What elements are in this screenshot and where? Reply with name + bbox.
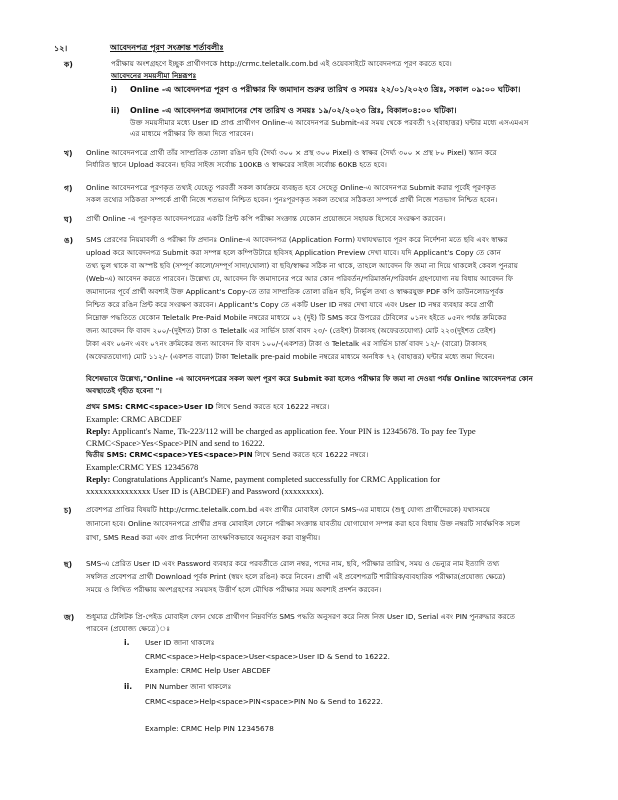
reply-text: Applicant's Name, Tk-223/112 will be charged as application fee. Your PIN is 12345678. To pay fee Type <box>112 426 476 436</box>
sms-rules-line: (অফেরতযোগ্য) মোট ১১২/- (একশত বারো) টাকা Teletalk pre-paid mobile নম্বরের মাধ্যমে অনধিক ৭২ (বাহাত্তর) ঘন্টার মধ্যে জমা দিবেন। <box>86 352 495 361</box>
second-sms-reply-cont: xxxxxxxxxxxxxxx User ID is (ABCDEF) and Password (xxxxxxxx). <box>86 486 324 496</box>
timeline-title: আবেদনের সময়সীমা নিম্নরূপঃ <box>111 71 197 80</box>
timeline-note-2: এর মাধ্যমে পরীক্ষার ফি জমা দিতে পারবেন। <box>130 129 254 138</box>
sms-rules-line: SMS প্রেরণের নিয়মাবলী ও পরীক্ষা ফি প্রদানঃ Online-এ আবেদনপত্র (Application Form) যথাযথভাবে পূরণ করে নির্দেশনা মতে ছবি এবং স্বাক্ষর <box>86 235 508 244</box>
reply-text: Congratulations Applicant's Name, payment completed successfully for CRMC Application for <box>112 474 441 484</box>
item-label-uma: ঙ) <box>64 236 74 245</box>
first-sms-instruction <box>86 402 329 411</box>
reply-label: Reply: <box>86 426 111 436</box>
sms-rules-line: জমাদানের পূর্বে প্রার্থী অবশ্যই উক্ত Applicant's Copy-তে তার সাম্প্রতিক তোলা রঙিন ছবি, নির্ভুল তথ্য ও স্বাক্ষরযুক্ত PDF কপি ডাউনলোডপূর্বক <box>86 287 504 296</box>
first-sms-reply <box>86 426 476 436</box>
item-label-ka: ক) <box>64 60 73 69</box>
first-sms-command: CRMC<space>User ID <box>125 402 214 411</box>
recovery-label-i: i. <box>124 638 130 647</box>
recovery-pin-heading: PIN Number জানা থাকলেঃ <box>145 682 232 691</box>
item-ja-line: শুধুমাত্র টেলিটক প্রি-পেইড মোবাইল ফোন থেকে প্রার্থীগণ নিম্নবর্ণিত SMS পদ্ধতি অনুসরণ করে নিজ নিজ User ID, Serial এবং PIN পুনরুদ্ধার করতে <box>86 612 516 621</box>
item-chha-line: সময়ে ও লিখিত পরীক্ষায় অংশগ্রহণের সময়সহ উত্তীর্ণ হলে মৌখিক পরীক্ষার সময় অবশ্যই প্রদর্শন করবেন। <box>86 585 382 594</box>
recovery-user-id-heading: User ID জানা থাকলেঃ <box>145 638 215 647</box>
sms-rules-line: টাকা এবং ০৬নং এবং ০৭নং ক্রমিকের জন্য আবেদন ফি বাবদ ১০০/-(একশত) টাকা ও Teletalk এর সার্ভিস চার্জ বাবদ ১২/- (বারো) টাকাসহ <box>86 339 487 348</box>
section-number: ১২। <box>54 44 68 53</box>
item-ga-line: সকল তথ্যের সঠিকতা সম্পর্কে প্রার্থী নিজে শতভাগ নিশ্চিত হবেন। পুনঃপূরণকৃত সকল তথ্যের সঠিকতা সম্পর্কে প্রার্থী নিজে শতভাগ নিশ্চিত হবেন। <box>86 195 498 204</box>
item-ka-intro: পরীক্ষায় অংশগ্রহণে ইচ্ছুক প্রার্থীগণকে http://crmc.teletalk.com.bd এই ওয়েবসাইটে আবেদনপত্র পূরণ করতে হবে। <box>111 59 452 68</box>
item-label-ga: গ) <box>64 184 73 193</box>
first-sms-reply-cont: CRMC<Space>Yes<Space>PIN and send to 16222. <box>86 438 265 448</box>
recovery-pin-command: CRMC<space>Help<space>PIN<space>PIN No & Send to 16222. <box>145 697 383 706</box>
item-ja-line: পারবেন (প্রযোজ্য ক্ষেত্রে)ঃ <box>86 624 171 633</box>
first-sms-suffix: লিখে Send করতে হবে 16222 নম্বরে। <box>215 402 330 411</box>
sms-rules-line: (Web-এ) আবেদন করতে পারবেন। উল্লেখ্য যে, আবেদন ফি জমাদানের পরে আর কোন পরিবর্তন/পরিমার্জন/পরিবর্ধন গ্রহণযোগ্য নয় বিধায় আবেদন ফি <box>86 274 514 283</box>
sms-rules-line: নিশ্চিত করে রঙিন প্রিন্ট করে সংরক্ষণ করবেন। Applicant's Copy তে একটি User ID নম্বর দেখা যাবে এবং User ID নম্বর ব্যবহার করে প্রার্থী <box>86 300 494 309</box>
recovery-pin-example: Example: CRMC Help PIN 12345678 <box>145 724 274 733</box>
item-gha-text: প্রার্থী Online -এ পূরণকৃত আবেদনপত্রের একটি প্রিন্ট কপি পরীক্ষা সংক্রান্ত যেকোন প্রয়োজনে সহায়ক হিসেবে সংরক্ষণ করবেন। <box>86 214 446 223</box>
item-label-kha: খ) <box>64 149 73 158</box>
item-kha-line: Online আবেদনপত্রে প্রার্থী তাঁর সাম্প্রতিক তোলা রঙিন ছবি (দৈর্ঘ্য ৩০০ × প্রস্থ ৩০০ Pixel) ও স্বাক্ষর (দৈর্ঘ্য ৩০০ × প্রস্থ ৮০ Pixel) স্ক্যান করে <box>86 148 497 157</box>
sms-rules-line: জন্য আবেদন ফি বাবদ ২০০/-(দুইশত) টাকা ও Teletalk এর সার্ভিস চার্জ বাবদ ২৩/- (তেইশ) টাকাসহ (অফেরতযোগ্য) মোট ২২৩(দুইশত তেইশ) <box>86 326 496 335</box>
item-chha-line: সম্বলিত প্রবেশপত্র প্রার্থী Download পূর্বক Print (স্বয়ং হলে রঙিন) করে নিবেন। প্রার্থী এই প্রবেশপত্রটি শারীরিক/ব্যবহারিক পরীক্ষার(প্রযোজ্য ক্ষেত্রে) <box>86 572 506 581</box>
timeline-note-1: উক্ত সময়সীমার মধ্যে User ID প্রাপ্ত প্রার্থীগণ Online-এ আবেদনপত্র Submit-এর সময় থেকে পরবর্তী ৭২(বাহাত্তর) ঘন্টার মধ্যে এসএমএস <box>130 118 529 127</box>
sms-rules-line: নিম্নোক্ত পদ্ধতিতে যেকোন Teletalk Pre-Paid Mobile নম্বরের মাধ্যমে ০২ (দুই) টি SMS করে উপরের টেবিলের ০১নং হইতে ০৫নং পর্যন্ত ক্রমিকের <box>86 313 507 322</box>
timeline-label-i: i) <box>111 85 118 94</box>
recovery-label-ii: ii. <box>124 682 133 691</box>
item-ga-line: Online আবেদনপত্রে পূরণকৃত তথ্যই যেহেতু পরবর্তী সকল কার্যক্রমে ব্যবহৃত হবে সেহেতু Online-এ আবেদনপত্র Submit করার পূর্বেই পূরণকৃত <box>86 183 496 192</box>
special-notice-line: অবস্থাতেই গৃহীত হবেনা "। <box>86 386 162 395</box>
second-sms-instruction <box>86 450 368 459</box>
timeline-label-ii: ii) <box>111 106 120 115</box>
item-label-gha: ঘ) <box>64 215 73 224</box>
item-cha-line: রাখা, SMS Read করা এবং প্রাপ্ত নির্দেশনা তাৎক্ষণিকভাবে অনুসরণ করা বাঞ্ছনীয়। <box>86 533 321 542</box>
item-cha-line: প্রবেশপত্র প্রাপ্তির বিষয়টি http://crmc.teletalk.com.bd এবং প্রার্থীর মোবাইল ফোনে SMS-এর মাধ্যমে (শুধু যোগ্য প্রার্থীদেরকে) যথাসময়ে <box>86 505 490 514</box>
second-sms-command: CRMC<space>YES<space>PIN <box>129 450 253 459</box>
item-label-ja: জ) <box>64 613 75 622</box>
item-kha-line: নির্ধারিত স্থানে Upload করবেন। ছবির সাইজ সর্বোচ্চ 100KB ও স্বাক্ষরের সাইজ সর্বোচ্চ 60KB হতে হবে। <box>86 160 387 169</box>
item-label-chha: ছ) <box>64 560 73 569</box>
item-cha-line: জানানো হবে। Online আবেদনপত্রে প্রার্থীর প্রদত্ত মোবাইল ফোনে পরীক্ষা সংক্রান্ত যাবতীয় যোগাযোগ সম্পন্ন করা হবে বিধায় উক্ত নম্বরটি সার্বক্ষণিক সচল <box>86 519 521 528</box>
timeline-end: Online -এ আবেদনপত্র জমাদানের শেষ তারিখ ও সময়ঃ ১৯/০২/২০২৩ খ্রিঃ, বিকাল০৪:০০ ঘটিকা। <box>130 106 457 115</box>
section-title: আবেদনপত্র পূরণ সংক্রান্ত শর্তাবলীঃ <box>110 43 224 52</box>
second-sms-prefix: দ্বিতীয় SMS: <box>86 450 127 459</box>
first-sms-prefix: প্রথম SMS: <box>86 402 123 411</box>
item-label-cha: চ) <box>64 506 72 515</box>
first-sms-example: Example: CRMC ABCDEF <box>86 414 182 424</box>
reply-label: Reply: <box>86 474 111 484</box>
timeline-start: Online -এ আবেদনপত্র পূরণ ও পরীক্ষার ফি জমাদান শুরুর তারিখ ও সময়ঃ ২২/০১/২০২৩ খ্রিঃ, সকাল ০৯:০০ ঘটিকা। <box>130 85 521 94</box>
special-notice-line: বিশেষভাবে উল্লেখ্য,"Online -এ আবেদনপত্রের সকল অংশ পূরণ করে Submit করা হলেও পরীক্ষার ফি জমা না দেওয়া পর্যন্ত Online আবেদনপত্র কোন <box>86 374 533 383</box>
sms-rules-line: upload করে আবেদনপত্র Submit করা সম্পন্ন হলে কম্পিউটারে ছবিসহ Application Preview দেখা যাবে। যদি Applicant's Copy তে কোন <box>86 248 501 257</box>
second-sms-reply <box>86 474 440 484</box>
second-sms-suffix: লিখে Send করতে হবে 16222 নম্বরে। <box>254 450 369 459</box>
item-chha-line: SMS-এ প্রেরিত User ID এবং Password ব্যবহার করে পরবর্তীতে রোল নম্বর, পদের নাম, ছবি, পরীক্ষার তারিখ, সময় ও ভেন্যুর নাম ইত্যাদি তথ্য <box>86 559 500 568</box>
sms-rules-line: তথ্য ভুল থাকে বা অস্পষ্ট ছবি (সম্পূর্ণ কালো/সম্পূর্ণ সাদা/ঘোলা) বা ছবি/স্বাক্ষর সঠিক না থাকে, তাহলে আবেদন ফি জমা না দিয়ে থাকলেই কেবল পুনরায় <box>86 261 518 270</box>
recovery-user-id-example: Example: CRMC Help User ABCDEF <box>145 666 271 675</box>
recovery-user-id-command: CRMC<space>Help<space>User<space>User ID & Send to 16222. <box>145 652 390 661</box>
second-sms-example: Example:CRMC YES 12345678 <box>86 462 199 472</box>
